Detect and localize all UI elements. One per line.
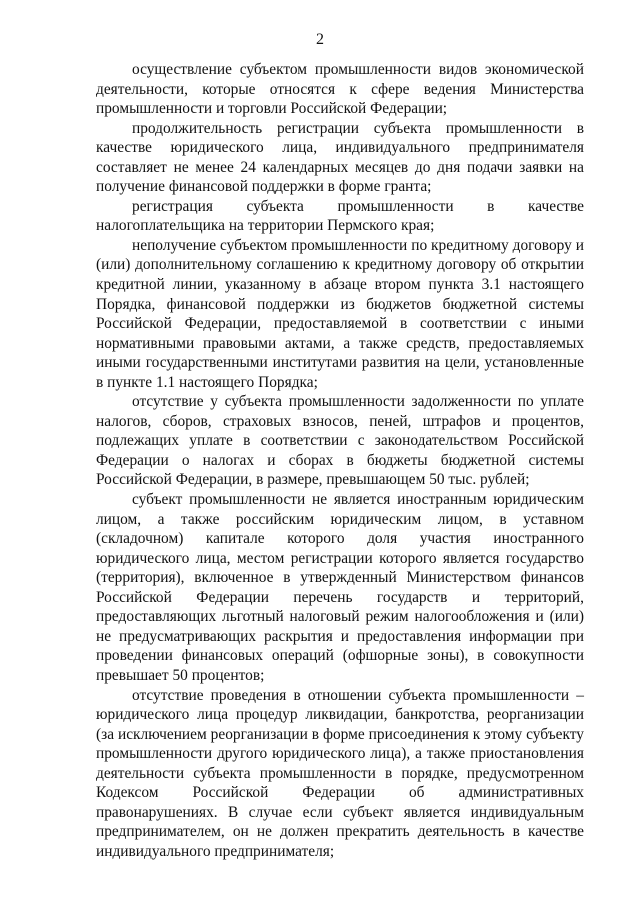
paragraph-no-tax-debt: отсутствие у субъекта промышленности задолженности по уплате налогов, сборов, страховых взносов, пеней, штрафов и процентов, подлежащих уплате в соответствии с законодательством Российской Федерации о налогах и сборах в бюджеты бюджетной системы Российской Федерации, в размере, превышающем 50 тыс. рублей; (96, 393, 584, 489)
paragraph-tax-registration: регистрация субъекта промышленности в качестве налогоплательщика на территории Пермского края; (96, 197, 584, 235)
paragraph-economic-activity: осуществление субъектом промышленности видов экономической деятельности, которые относятся к сфере ведения Министерства промышленности и торговли Российской Федерации; (96, 61, 584, 118)
paragraph-registration-duration: продолжительность регистрации субъекта промышленности в качестве юридического лица, индивидуального предпринимателя составляет не менее 24 календарных месяцев до дня подачи заявки на получение финансовой поддержки в форме гранта; (96, 119, 584, 196)
paragraph-no-liquidation: отсутствие проведения в отношении субъекта промышленности – юридического лица процедур ликвидации, банкротства, реорганизации (за исключением реорганизации в форме присоединения к этому субъекту промышленности другого юридического лица), а также приостановления деятельности субъекта промышленности в порядке, предусмотренном Кодексом Российской Федерации об административных правонарушениях. В случае если субъект является индивидуальным предпринимателем, он не должен прекратить деятельность в качестве индивидуального предпринимателя; (96, 686, 584, 860)
page-number: 2 (316, 31, 324, 48)
document-body (96, 60, 584, 861)
paragraph-not-foreign-entity: субъект промышленности не является иностранным юридическим лицом, а также российским юридическим лицом, в уставном (складочном) капитале которого доля участия иностранного юридического лица, местом регистрации которого является государство (территория), включенное в утвержденный Министерством финансов Российской Федерации перечень государств и территорий, предоставляющих льготный налоговый режим налогообложения и (или) не предусматривающих раскрытия и предоставления информации при проведении финансовых операций (офшорные зоны), в совокупности превышает 50 процентов; (96, 491, 584, 684)
paragraph-no-other-support: неполучение субъектом промышленности по кредитному договору и (или) дополнительному соглашению к кредитному договору об открытии кредитной линии, указанному в абзаце втором пункта 3.1 настоящего Порядка, финансовой поддержки из бюджетов бюджетной системы Российской Федерации, предоставляемой в соответствии с иными нормативными правовыми актами, а также средств, предоставляемых иными государственными институтами развития на цели, установленные в пункте 1.1 настоящего Порядка; (96, 236, 584, 391)
